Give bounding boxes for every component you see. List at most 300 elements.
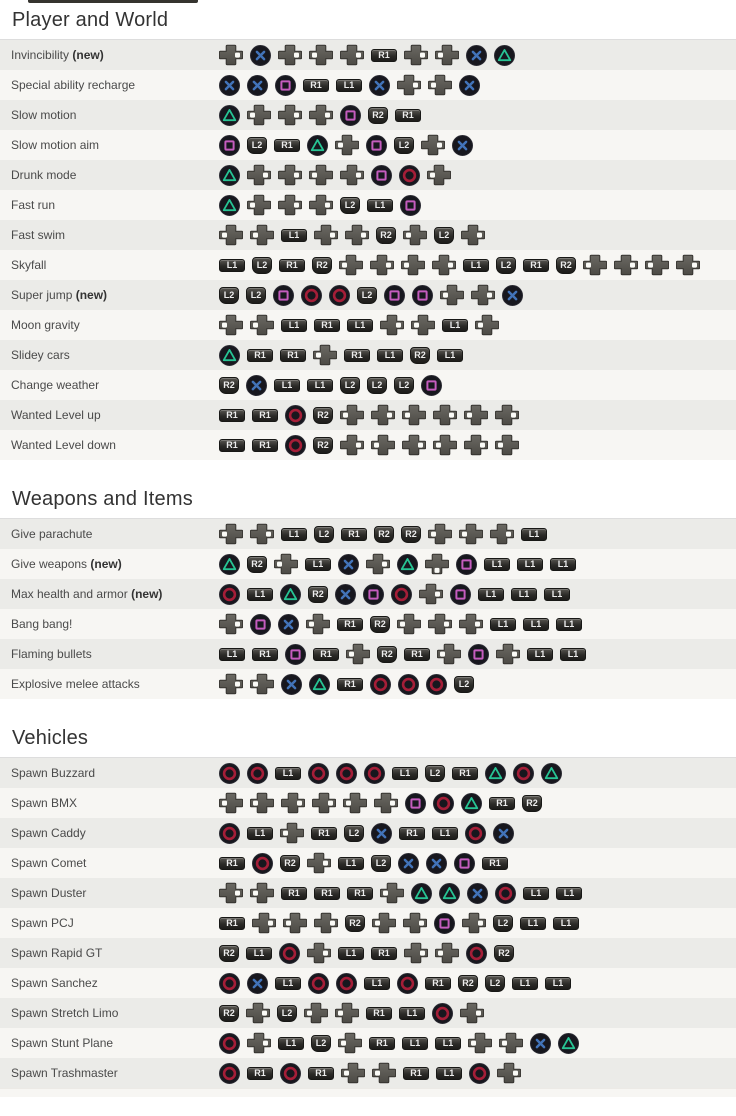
cheat-name-text: Bang bang! xyxy=(11,617,73,631)
square-button-icon xyxy=(273,285,294,306)
section-title: Player and World xyxy=(12,9,169,31)
triangle-button-icon xyxy=(485,763,506,784)
square-button-icon xyxy=(250,614,271,635)
r1-button-icon: R1 xyxy=(247,349,273,362)
dpad-right-icon xyxy=(490,523,514,545)
l2-button-icon: L2 xyxy=(252,257,272,274)
l2-button-icon: L2 xyxy=(357,287,377,304)
dpad-right-icon xyxy=(340,44,364,66)
cross-button-icon xyxy=(278,614,299,635)
cheat-name xyxy=(0,408,219,422)
l1-button-icon: L1 xyxy=(367,199,393,212)
r1-button-icon: R1 xyxy=(399,827,425,840)
triangle-button-icon xyxy=(397,554,418,575)
l1-button-icon: L1 xyxy=(399,1007,425,1020)
cheat-name-text: Spawn Sanchez xyxy=(11,976,98,990)
r2-button-icon: R2 xyxy=(458,975,478,992)
dpad-right-icon xyxy=(676,254,700,276)
cheat-name xyxy=(0,438,219,452)
r1-button-icon: R1 xyxy=(371,947,397,960)
cheat-row xyxy=(0,968,736,998)
dpad-right-icon xyxy=(496,643,520,665)
cheat-row xyxy=(0,190,736,220)
l1-button-icon: L1 xyxy=(435,1037,461,1050)
l1-button-icon: L1 xyxy=(437,349,463,362)
r2-button-icon: R2 xyxy=(280,855,300,872)
circle-button-icon xyxy=(247,763,268,784)
dpad-right-icon xyxy=(370,254,394,276)
button-combo xyxy=(219,792,542,814)
cross-button-icon xyxy=(426,853,447,874)
cheat-row xyxy=(0,609,736,639)
dpad-right-icon xyxy=(219,613,243,635)
cheat-name xyxy=(0,766,219,780)
cheat-row xyxy=(0,579,736,609)
button-combo xyxy=(219,673,474,695)
dpad-left-icon xyxy=(645,254,669,276)
r2-button-icon: R2 xyxy=(374,526,394,543)
circle-button-icon xyxy=(301,285,322,306)
l2-button-icon: L2 xyxy=(485,975,505,992)
r1-button-icon: R1 xyxy=(247,1067,273,1080)
cheat-name xyxy=(0,587,219,601)
dpad-left-icon xyxy=(343,792,367,814)
l1-button-icon: L1 xyxy=(432,827,458,840)
l2-button-icon: L2 xyxy=(247,137,267,154)
r1-button-icon: R1 xyxy=(274,139,300,152)
dpad-left-icon xyxy=(309,44,333,66)
button-combo xyxy=(219,1032,579,1054)
l1-button-icon: L1 xyxy=(275,767,301,780)
section-title: Weapons and Items xyxy=(12,488,193,510)
dpad-left-icon xyxy=(306,613,330,635)
cross-button-icon xyxy=(398,853,419,874)
new-tag: (new) xyxy=(90,557,122,571)
triangle-button-icon xyxy=(219,195,240,216)
dpad-right-icon xyxy=(278,164,302,186)
cheat-name xyxy=(0,78,219,92)
dpad-left-icon xyxy=(440,284,464,306)
l1-button-icon: L1 xyxy=(219,259,245,272)
cheat-name xyxy=(0,916,219,930)
circle-button-icon xyxy=(465,823,486,844)
square-button-icon xyxy=(434,913,455,934)
l1-button-icon: L1 xyxy=(247,588,273,601)
r2-button-icon: R2 xyxy=(410,347,430,364)
circle-button-icon xyxy=(397,973,418,994)
r1-button-icon: R1 xyxy=(341,528,367,541)
cross-button-icon xyxy=(452,135,473,156)
r2-button-icon: R2 xyxy=(313,407,333,424)
dpad-right-icon xyxy=(397,74,421,96)
button-combo xyxy=(219,553,576,575)
dpad-left-icon xyxy=(280,822,304,844)
r2-button-icon: R2 xyxy=(376,227,396,244)
cheat-row xyxy=(0,310,736,340)
dpad-right-icon xyxy=(281,792,305,814)
l1-button-icon: L1 xyxy=(278,1037,304,1050)
dpad-left-icon xyxy=(346,643,370,665)
cheat-name xyxy=(0,1036,219,1050)
square-button-icon xyxy=(421,375,442,396)
l2-button-icon: L2 xyxy=(367,377,387,394)
l1-button-icon: L1 xyxy=(463,259,489,272)
cheat-name-text: Spawn BMX xyxy=(11,796,78,810)
r1-button-icon: R1 xyxy=(489,797,515,810)
l1-button-icon: L1 xyxy=(553,917,579,930)
triangle-button-icon xyxy=(219,345,240,366)
l1-button-icon: L1 xyxy=(523,618,549,631)
dpad-left-icon xyxy=(247,104,271,126)
cross-button-icon xyxy=(338,554,359,575)
circle-button-icon xyxy=(285,405,306,426)
dpad-left-icon xyxy=(335,134,359,156)
button-combo xyxy=(219,613,582,635)
l2-button-icon: L2 xyxy=(394,137,414,154)
cheat-row xyxy=(0,938,736,968)
triangle-button-icon xyxy=(558,1033,579,1054)
dpad-left-icon xyxy=(397,613,421,635)
cheat-name xyxy=(0,557,219,571)
button-combo xyxy=(219,224,485,246)
circle-button-icon xyxy=(219,823,240,844)
cheat-table xyxy=(0,519,736,699)
r1-button-icon: R1 xyxy=(482,857,508,870)
cheat-name-text: Spawn Buzzard xyxy=(11,766,96,780)
cheat-row xyxy=(0,430,736,460)
button-combo xyxy=(219,912,579,934)
dpad-left-icon xyxy=(464,404,488,426)
r1-button-icon: R1 xyxy=(252,648,278,661)
dpad-left-icon xyxy=(340,404,364,426)
dpad-right-icon xyxy=(462,912,486,934)
l2-button-icon: L2 xyxy=(493,915,513,932)
button-combo xyxy=(219,882,582,904)
dpad-right-icon xyxy=(345,224,369,246)
r2-button-icon: R2 xyxy=(345,915,365,932)
l1-button-icon: L1 xyxy=(490,618,516,631)
cheat-name-text: Give parachute xyxy=(11,527,93,541)
cheat-row xyxy=(0,370,736,400)
r1-button-icon: R1 xyxy=(523,259,549,272)
cheat-row xyxy=(0,400,736,430)
r2-button-icon: R2 xyxy=(313,437,333,454)
circle-button-icon xyxy=(285,435,306,456)
dpad-left-icon xyxy=(304,1002,328,1024)
cheat-name xyxy=(0,826,219,840)
l2-button-icon: L2 xyxy=(344,825,364,842)
l1-button-icon: L1 xyxy=(478,588,504,601)
section-weapons-and-items xyxy=(0,460,736,699)
cheat-name-text: Spawn Trashmaster xyxy=(11,1066,118,1080)
triangle-button-icon xyxy=(280,584,301,605)
r2-button-icon: R2 xyxy=(522,795,542,812)
cheat-name xyxy=(0,138,219,152)
l1-button-icon: L1 xyxy=(523,887,549,900)
circle-button-icon xyxy=(219,1063,240,1084)
circle-button-icon xyxy=(336,973,357,994)
cheat-row xyxy=(0,70,736,100)
cheat-table xyxy=(0,758,736,1088)
cheat-name-text: Spawn Duster xyxy=(11,886,87,900)
dpad-left-icon xyxy=(247,194,271,216)
cross-button-icon xyxy=(467,883,488,904)
button-combo xyxy=(219,44,515,66)
cross-button-icon xyxy=(335,584,356,605)
l1-button-icon: L1 xyxy=(484,558,510,571)
cross-button-icon xyxy=(502,285,523,306)
l1-button-icon: L1 xyxy=(560,648,586,661)
cheat-name-text: Spawn Comet xyxy=(11,856,87,870)
r1-button-icon: R1 xyxy=(369,1037,395,1050)
cheat-name xyxy=(0,198,219,212)
dpad-left-icon xyxy=(339,254,363,276)
button-combo xyxy=(219,973,571,994)
r1-button-icon: R1 xyxy=(425,977,451,990)
l1-button-icon: L1 xyxy=(556,887,582,900)
l2-button-icon: L2 xyxy=(219,287,239,304)
triangle-button-icon xyxy=(219,105,240,126)
l1-button-icon: L1 xyxy=(512,977,538,990)
l1-button-icon: L1 xyxy=(511,588,537,601)
cheat-name xyxy=(0,976,219,990)
cheat-name-text: Slow motion aim xyxy=(11,138,100,152)
circle-button-icon xyxy=(336,763,357,784)
r1-button-icon: R1 xyxy=(279,259,305,272)
dpad-right-icon xyxy=(374,792,398,814)
cheat-row xyxy=(0,40,736,70)
cheat-table xyxy=(0,40,736,460)
l1-button-icon: L1 xyxy=(377,349,403,362)
cheat-row xyxy=(0,280,736,310)
cheat-row xyxy=(0,100,736,130)
cheat-name-text: Explosive melee attacks xyxy=(11,677,140,691)
cheat-name-text: Moon gravity xyxy=(11,318,80,332)
l1-button-icon: L1 xyxy=(219,648,245,661)
l1-button-icon: L1 xyxy=(274,379,300,392)
l1-button-icon: L1 xyxy=(247,827,273,840)
l1-button-icon: L1 xyxy=(402,1037,428,1050)
dpad-left-icon xyxy=(371,434,395,456)
triangle-button-icon xyxy=(494,45,515,66)
triangle-button-icon xyxy=(411,883,432,904)
r2-button-icon: R2 xyxy=(377,646,397,663)
dpad-left-icon xyxy=(427,164,451,186)
cheat-name-text: Drunk mode xyxy=(11,168,77,182)
cheat-name-text: Invincibility xyxy=(11,48,70,62)
button-combo xyxy=(219,284,523,306)
square-button-icon xyxy=(285,644,306,665)
cheat-name-text: Special ability recharge xyxy=(11,78,136,92)
circle-button-icon xyxy=(370,674,391,695)
r1-button-icon: R1 xyxy=(314,887,340,900)
cheat-name-text: Change weather xyxy=(11,378,100,392)
cheat-name xyxy=(0,228,219,242)
cheat-name-text: Skyfall xyxy=(11,258,47,272)
r2-button-icon: R2 xyxy=(312,257,332,274)
r2-button-icon: R2 xyxy=(308,586,328,603)
cheat-row xyxy=(0,1028,736,1058)
button-combo xyxy=(219,1002,484,1024)
l2-button-icon: L2 xyxy=(496,257,516,274)
r1-button-icon: R1 xyxy=(219,917,245,930)
r1-button-icon: R1 xyxy=(303,79,329,92)
r1-button-icon: R1 xyxy=(452,767,478,780)
dpad-left-icon xyxy=(274,553,298,575)
r2-button-icon: R2 xyxy=(401,526,421,543)
dpad-right-icon xyxy=(340,434,364,456)
dpad-left-icon xyxy=(250,792,274,814)
square-button-icon xyxy=(400,195,421,216)
section-vehicles xyxy=(0,699,736,1088)
r1-button-icon: R1 xyxy=(314,319,340,332)
square-button-icon xyxy=(450,584,471,605)
l2-button-icon: L2 xyxy=(434,227,454,244)
l1-button-icon: L1 xyxy=(246,947,272,960)
l1-button-icon: L1 xyxy=(275,977,301,990)
r1-button-icon: R1 xyxy=(337,618,363,631)
cheat-row xyxy=(0,1058,736,1088)
cheat-name-text: Max health and armor xyxy=(11,587,128,601)
l2-button-icon: L2 xyxy=(246,287,266,304)
dpad-left-icon xyxy=(583,254,607,276)
cheat-name-text: Slidey cars xyxy=(11,348,70,362)
l1-button-icon: L1 xyxy=(545,977,571,990)
dpad-right-icon xyxy=(459,613,483,635)
dpad-left-icon xyxy=(250,673,274,695)
dpad-left-icon xyxy=(309,164,333,186)
dpad-left-icon xyxy=(250,882,274,904)
cheat-name xyxy=(0,527,219,541)
dpad-left-icon xyxy=(475,314,499,336)
dpad-left-icon xyxy=(411,314,435,336)
dpad-left-icon xyxy=(372,912,396,934)
square-button-icon xyxy=(456,554,477,575)
dpad-right-icon xyxy=(432,254,456,276)
l1-button-icon: L1 xyxy=(392,767,418,780)
dpad-left-icon xyxy=(341,1062,365,1084)
section-header xyxy=(0,0,736,40)
dpad-right-icon xyxy=(312,792,336,814)
cheat-name xyxy=(0,1006,219,1020)
dpad-right-icon xyxy=(247,164,271,186)
cheat-name-text: Super jump xyxy=(11,288,73,302)
dpad-right-icon xyxy=(614,254,638,276)
triangle-button-icon xyxy=(307,135,328,156)
l1-button-icon: L1 xyxy=(338,857,364,870)
dpad-left-icon xyxy=(380,882,404,904)
cheat-row xyxy=(0,758,736,788)
cheat-row xyxy=(0,130,736,160)
square-button-icon xyxy=(363,584,384,605)
button-combo xyxy=(219,1062,521,1084)
dpad-right-icon xyxy=(309,194,333,216)
section-header xyxy=(0,699,736,758)
cheat-row xyxy=(0,878,736,908)
dpad-left-icon xyxy=(459,523,483,545)
r1-button-icon: R1 xyxy=(395,109,421,122)
r2-button-icon: R2 xyxy=(219,1005,239,1022)
cheat-row xyxy=(0,519,736,549)
circle-button-icon xyxy=(399,165,420,186)
dpad-right-icon xyxy=(380,314,404,336)
dpad-right-icon xyxy=(219,882,243,904)
dpad-right-icon xyxy=(278,104,302,126)
circle-button-icon xyxy=(219,1033,240,1054)
circle-button-icon xyxy=(219,763,240,784)
r1-button-icon: R1 xyxy=(252,409,278,422)
dpad-left-icon xyxy=(437,643,461,665)
dpad-left-icon xyxy=(250,314,274,336)
l2-button-icon: L2 xyxy=(340,377,360,394)
cheat-name xyxy=(0,48,219,62)
button-combo xyxy=(219,254,700,276)
r2-button-icon: R2 xyxy=(370,616,390,633)
cheat-row xyxy=(0,848,736,878)
square-button-icon xyxy=(371,165,392,186)
bottom-gap xyxy=(0,1088,736,1097)
circle-button-icon xyxy=(391,584,412,605)
l1-button-icon: L1 xyxy=(520,917,546,930)
dpad-left-icon xyxy=(283,912,307,934)
circle-button-icon xyxy=(364,763,385,784)
dpad-right-icon xyxy=(252,912,276,934)
cheat-name-text: Spawn Stunt Plane xyxy=(11,1036,114,1050)
cheat-name xyxy=(0,288,219,302)
button-combo xyxy=(219,643,586,665)
cropped-element-edge xyxy=(28,0,198,3)
new-tag: (new) xyxy=(131,587,163,601)
l1-button-icon: L1 xyxy=(544,588,570,601)
dpad-right-icon xyxy=(307,852,331,874)
cheat-name-text: Give weapons xyxy=(11,557,88,571)
cheat-row xyxy=(0,639,736,669)
button-combo xyxy=(219,523,547,545)
triangle-button-icon xyxy=(219,554,240,575)
dpad-right-icon xyxy=(309,104,333,126)
button-combo xyxy=(219,852,508,874)
r1-button-icon: R1 xyxy=(311,827,337,840)
dpad-right-icon xyxy=(314,224,338,246)
cheat-name xyxy=(0,946,219,960)
l1-button-icon: L1 xyxy=(347,319,373,332)
cheat-name-text: Spawn PCJ xyxy=(11,916,74,930)
dpad-right-icon xyxy=(250,523,274,545)
dpad-left-icon xyxy=(338,1032,362,1054)
l1-button-icon: L1 xyxy=(436,1067,462,1080)
r1-button-icon: R1 xyxy=(347,887,373,900)
circle-button-icon xyxy=(495,883,516,904)
section-header xyxy=(0,460,736,519)
dpad-left-icon xyxy=(219,792,243,814)
dpad-right-icon xyxy=(461,224,485,246)
dpad-right-icon xyxy=(247,1032,271,1054)
r2-button-icon: R2 xyxy=(219,945,239,962)
r1-button-icon: R1 xyxy=(219,439,245,452)
r1-button-icon: R1 xyxy=(219,857,245,870)
r1-button-icon: R1 xyxy=(219,409,245,422)
circle-button-icon xyxy=(433,793,454,814)
cheat-name xyxy=(0,108,219,122)
cheat-name-text: Flaming bullets xyxy=(11,647,92,661)
cross-button-icon xyxy=(371,823,392,844)
cross-button-icon xyxy=(369,75,390,96)
cheat-name-text: Spawn Caddy xyxy=(11,826,86,840)
cheat-row xyxy=(0,220,736,250)
dpad-right-icon xyxy=(340,164,364,186)
circle-button-icon xyxy=(308,763,329,784)
square-button-icon xyxy=(275,75,296,96)
